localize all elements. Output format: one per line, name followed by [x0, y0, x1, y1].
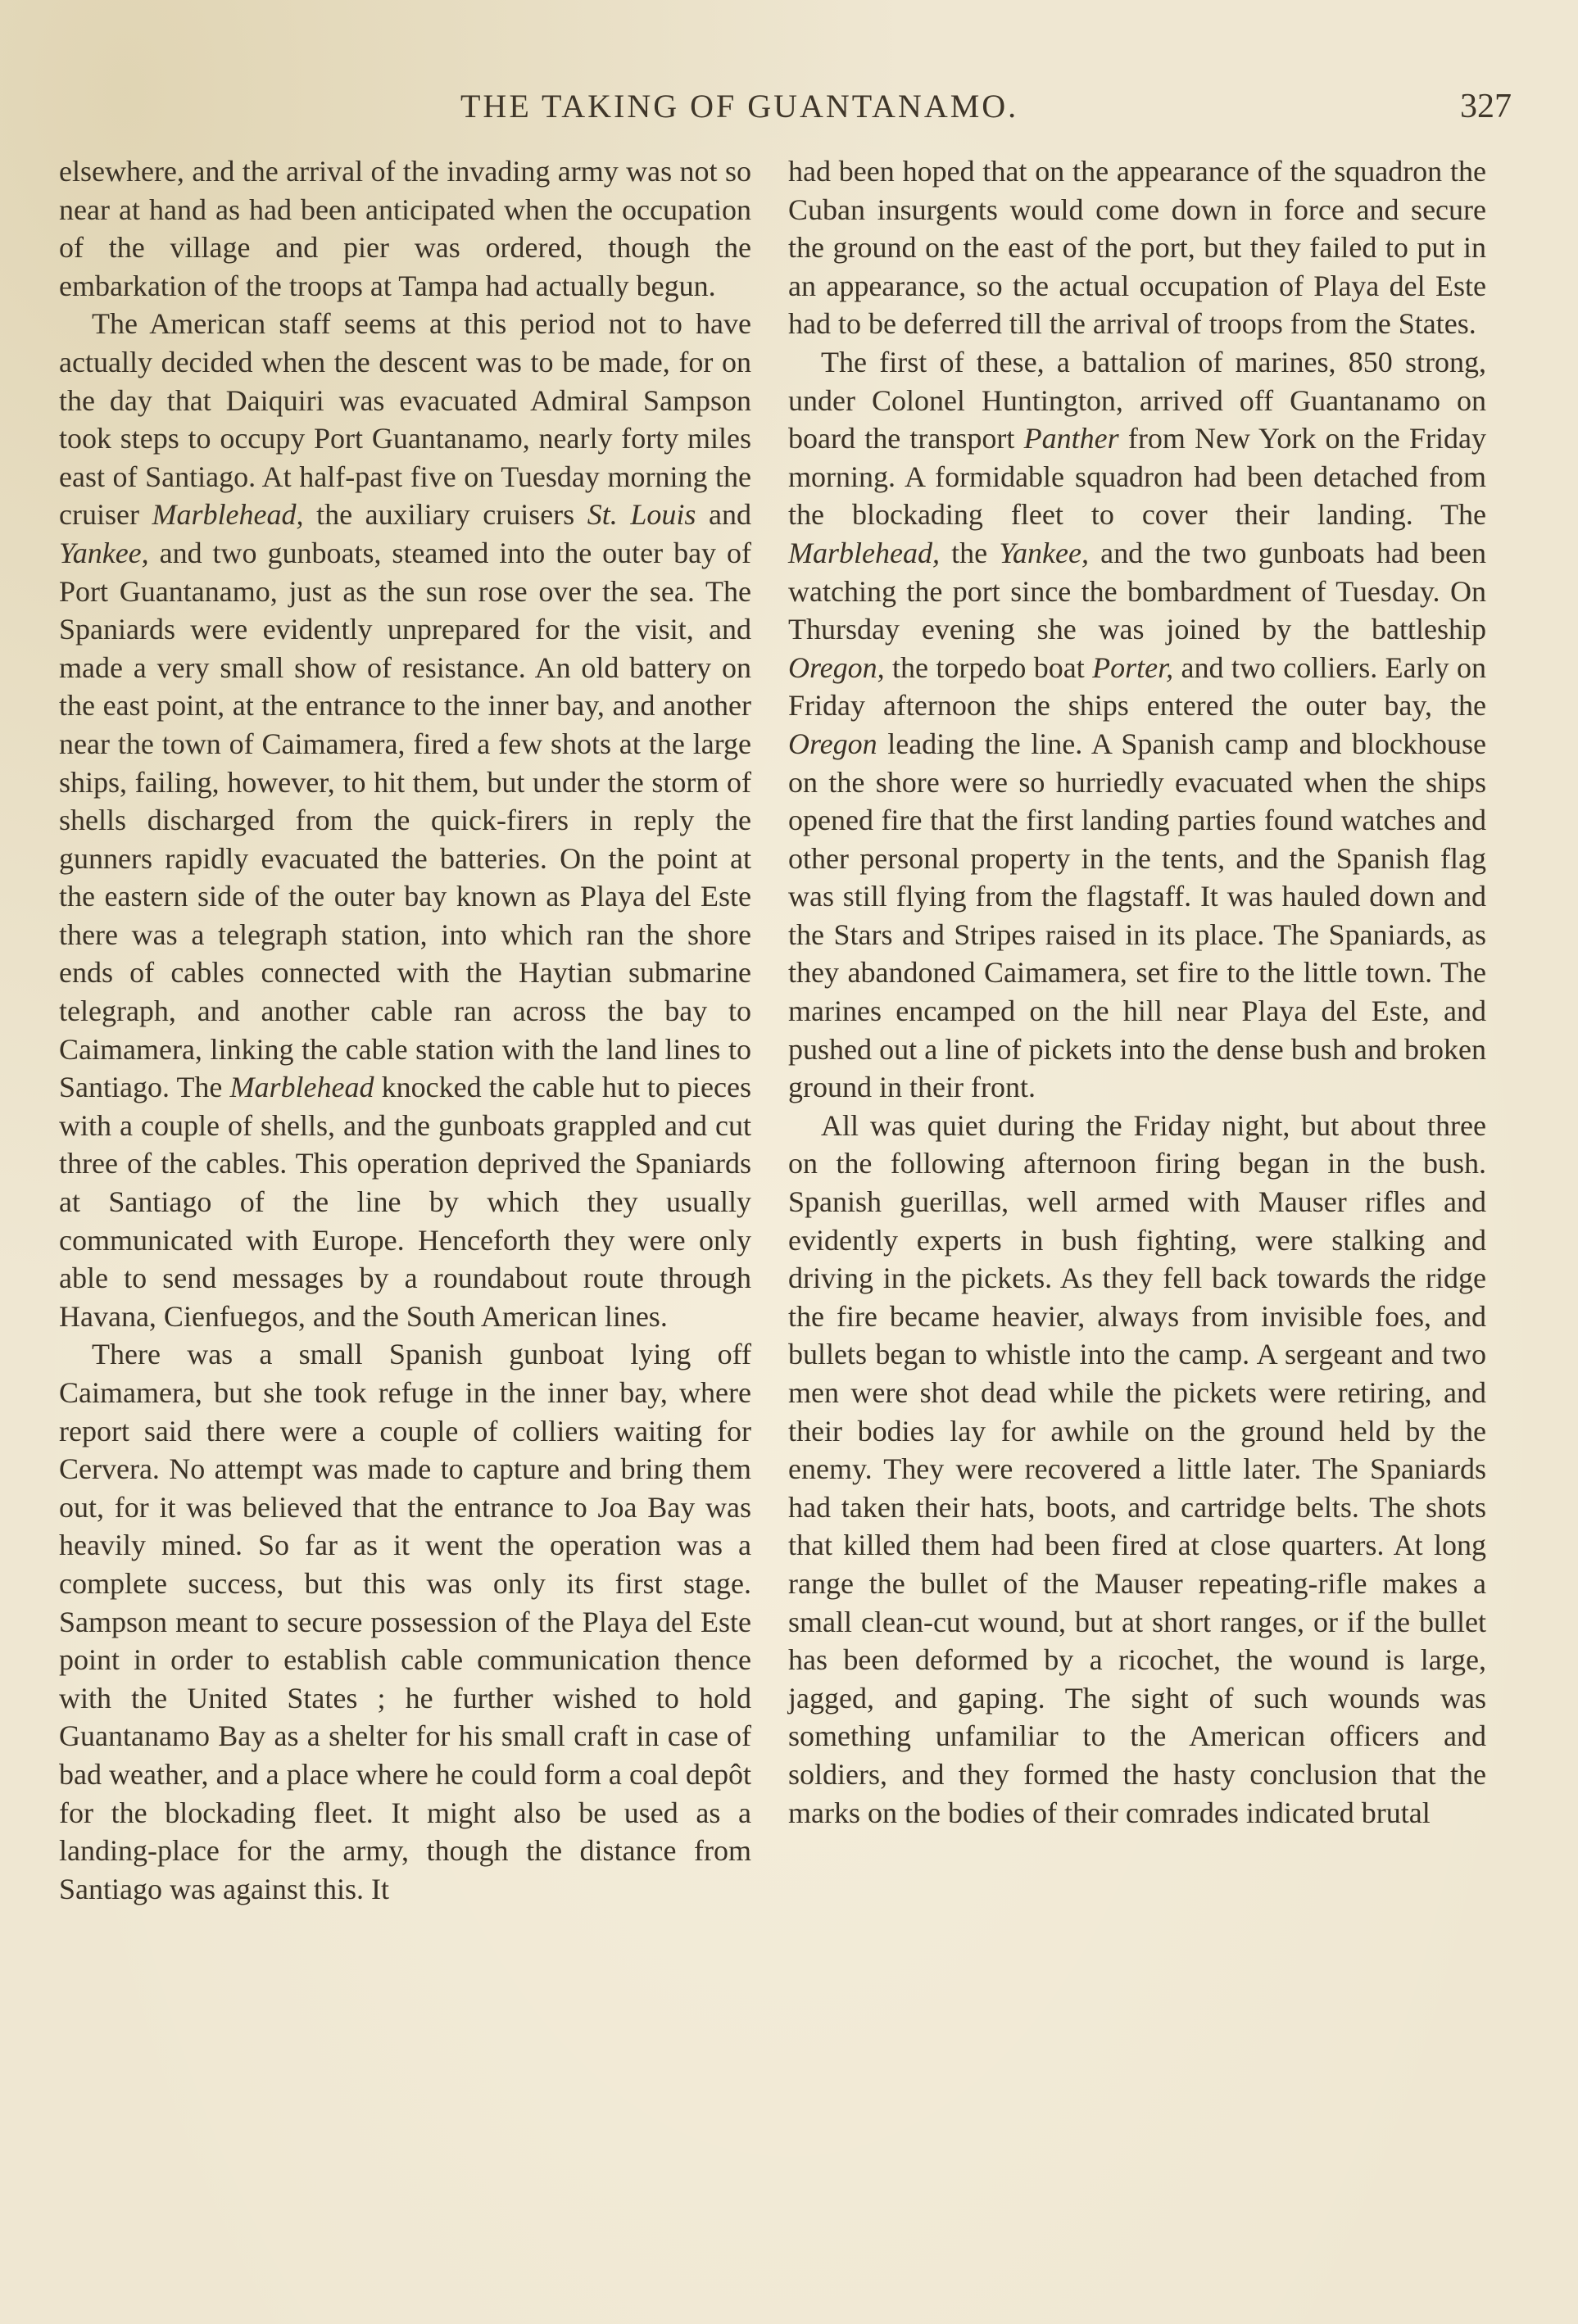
text-run: the torpedo boat	[884, 650, 1093, 684]
left-paragraph-1: elsewhere, and the arrival of the invading army was not so near at hand as had been anticipated when the occupation of the village and pier was ordered, though the embarkation of the troops at Tampa had actually begun.	[59, 155, 751, 302]
text-run: and	[696, 498, 751, 532]
ship-name: Marblehead,	[152, 498, 304, 532]
text-run: The American staff seems at this period not to have actually decided when the descent was to be made, for on the day that Daiquiri was evacuated Admiral Sampson took steps to occupy Port Guantanamo, nearly forty miles east of Santiago. At half-past five on Tuesday morning the cruiser	[59, 307, 751, 532]
running-title: THE TAKING OF GUANTANAMO.	[460, 88, 1019, 125]
ship-name: Oregon	[788, 727, 877, 760]
text-run: the	[939, 536, 1000, 569]
right-column	[788, 152, 1486, 1832]
right-paragraph-3: All was quiet during the Friday night, but about three on the following afternoon firing began in the bush. Spanish guerillas, well armed with Mauser rifles and evidently experts in bush fighting, were stalking and driving in the pickets. As they fell back towards the ridge the fire became heavier, always from invisible foes, and bullets began to whistle into the camp. A sergeant and two men were shot dead while the pickets were retiring, and their bodies lay for awhile on the ground held by the enemy. They were recovered a little later. The Spaniards had taken their hats, boots, and cartridge belts. The shots that killed them had been fired at close quarters. At long range the bullet of the Mauser repeating-rifle makes a small clean-cut wound, but at short ranges, or if the bullet has been deformed by a ricochet, the wound is large, jagged, and gaping. The sight of such wounds was something unfamiliar to the American officers and soldiers, and they formed the hasty conclusion that the marks on the bodies of their comrades indicated brutal	[788, 1108, 1486, 1829]
text-run: knocked the cable hut to pieces with a couple of shells, and the gunboats grappled and cut three of the cables. This operation deprived the Spaniards at Santiago of the line by which they usually communicated with Europe. Henceforth they were only able to send messages by a roundabout route through Havana, Cienfuegos, and the South American lines.	[59, 1071, 751, 1333]
text-run: The first of these, a battalion of marines, 850 strong, under Colonel Huntington, arrived off Guantanamo on board the transport	[788, 345, 1486, 455]
text-run: and two gunboats, steamed into the outer bay of Port Guantanamo, just as the sun rose over the sea. The Spaniards were evidently unprepared for the visit, and made a very small show of resistance. An old battery on the east point, at the entrance to the inner bay, and another near the town of Caimamera, fired a few shots at the large ships, failing, however, to hit them, but under the storm of shells discharged from the quick-firers in reply the gunners rapidly evacuated the batteries. On the point at the eastern side of the outer bay known as Playa del Este there was a telegraph station, into which ran the shore ends of cables connected with the Haytian submarine telegraph, and another cable ran across the bay to Caimamera, linking the cable station with the land lines to Santiago. The	[59, 536, 751, 1104]
ship-name: Yankee,	[999, 536, 1089, 569]
text-run: and the two gunboats had been watching the port since the bombardment of Tuesday. On Thursday evening she was joined by the battleship	[788, 536, 1486, 646]
page-number: 327	[1460, 88, 1512, 125]
ship-name: Yankee,	[59, 536, 149, 569]
right-paragraph-2	[788, 343, 1486, 1107]
ship-name: Panther	[1023, 422, 1119, 455]
left-column	[59, 152, 751, 1908]
text-run: and two colliers. Early on Friday afternoon the ships entered the outer bay, the	[788, 650, 1486, 723]
left-paragraph-3: There was a small Spanish gunboat lying off Caimamera, but she took refuge in the inner bay, where report said there were a couple of colliers waiting for Cervera. No attempt was made to capture and bring them out, for it was believed that the entrance to Joa Bay was heavily mined. So far as it went the operation was a complete success, but this was only its first stage. Sampson meant to secure possession of the Playa del Este point in order to establish cable communication thence with the United States ; he further wished to hold Guantanamo Bay as a shelter for his small craft in case of bad weather, and a place where he could form a coal depôt for the blockading fleet. It might also be used as a landing-place for the army, though the distance from Santiago was against this. It	[59, 1338, 751, 1905]
text-run: leading the line. A Spanish camp and blockhouse on the shore were so hurriedly evacuated when the ships opened fire that the first landing parties found watches and other personal property in the tents, and the Spanish flag was still flying from the flagstaff. It was hauled down and the Stars and Stripes raised in its place. The Spaniards, as they abandoned Caimamera, set fire to the little town. The marines encamped on the hill near Playa del Este, and pushed out a line of pickets into the dense bush and broken ground in their front.	[788, 727, 1486, 1104]
left-paragraph-2	[59, 305, 751, 1335]
text-run: the auxiliary cruisers	[303, 498, 587, 532]
page-header	[0, 82, 1578, 139]
right-paragraph-1: had been hoped that on the appearance of the squadron the Cuban insurgents would come down in force and secure the ground on the east of the port, but they failed to put in an appearance, so the actual occupation of Playa del Este had to be deferred till the arrival of troops from the States.	[788, 155, 1486, 341]
ship-name: Marblehead	[229, 1071, 374, 1104]
ship-name: Porter,	[1092, 650, 1174, 684]
text-run: from New York on the Friday morning. A formidable squadron had been detached from the blockading fleet to cover their landing. The	[788, 422, 1486, 532]
ship-name: Oregon,	[788, 650, 885, 684]
ship-name: Marblehead,	[788, 536, 940, 569]
ship-name: St. Louis	[587, 498, 696, 532]
